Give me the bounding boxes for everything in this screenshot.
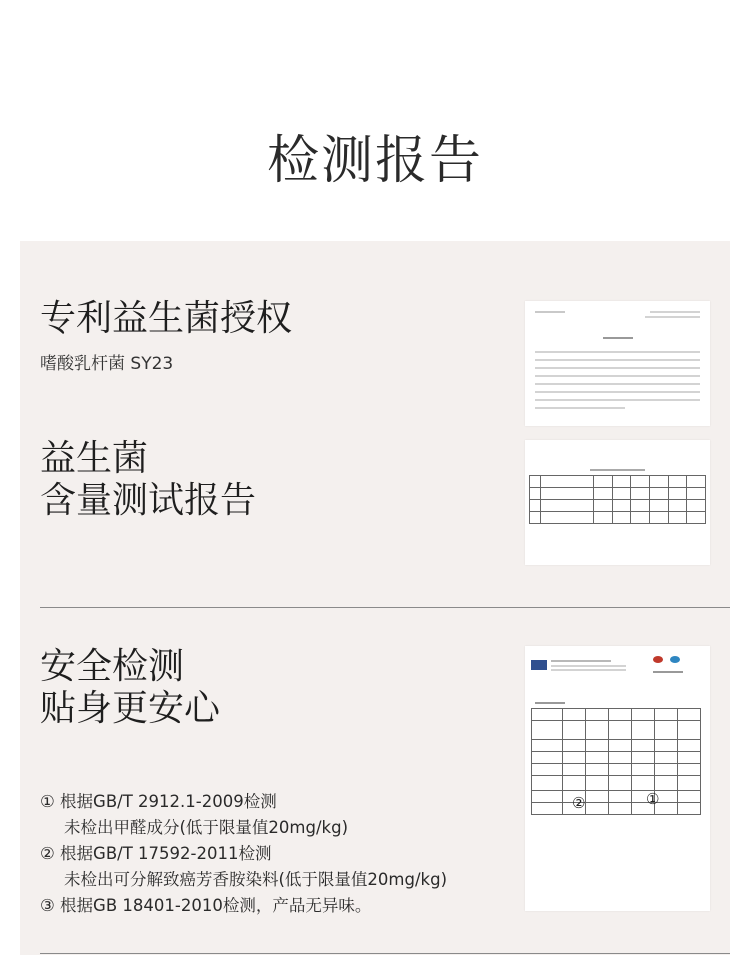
safety-report-image — [525, 646, 710, 911]
cma-mark-icon — [653, 656, 663, 663]
probiotic-report-image — [525, 440, 710, 565]
safety-table — [531, 708, 701, 815]
logo-icon — [531, 660, 547, 670]
safety-heading-line2: 贴身更安心 — [40, 688, 221, 729]
probiotic-table — [529, 475, 706, 524]
safety-item-1-line1: ① 根据GB/T 2912.1-2009检测 — [40, 792, 277, 811]
safety-item-2-line1: ② 根据GB/T 17592-2011检测 — [40, 844, 272, 863]
content-panel — [20, 241, 730, 955]
safety-item-2-line2: 未检出可分解致癌芳香胺染料(低于限量值20mg/kg) — [64, 870, 448, 889]
marker-2: ② — [572, 794, 586, 812]
probiotic-heading-line2: 含量测试报告 — [40, 480, 257, 521]
section-divider — [40, 607, 730, 608]
safety-item-1-line2: 未检出甲醛成分(低于限量值20mg/kg) — [64, 818, 349, 837]
page-title: 检测报告 — [266, 131, 483, 191]
safety-heading-line1: 安全检测 — [40, 646, 185, 687]
probiotic-heading-line1: 益生菌 — [40, 438, 149, 479]
patent-heading: 专利益生菌授权 — [40, 298, 293, 339]
cnas-mark-icon — [670, 656, 680, 663]
marker-1: ① — [646, 790, 660, 808]
patent-document-image — [525, 301, 710, 426]
safety-list — [40, 789, 447, 919]
patent-subtitle: 嗜酸乳杆菌 SY23 — [40, 354, 174, 374]
bottom-divider — [40, 953, 730, 954]
safety-item-3-line1: ③ 根据GB 18401-2010检测，产品无异味。 — [40, 896, 372, 915]
